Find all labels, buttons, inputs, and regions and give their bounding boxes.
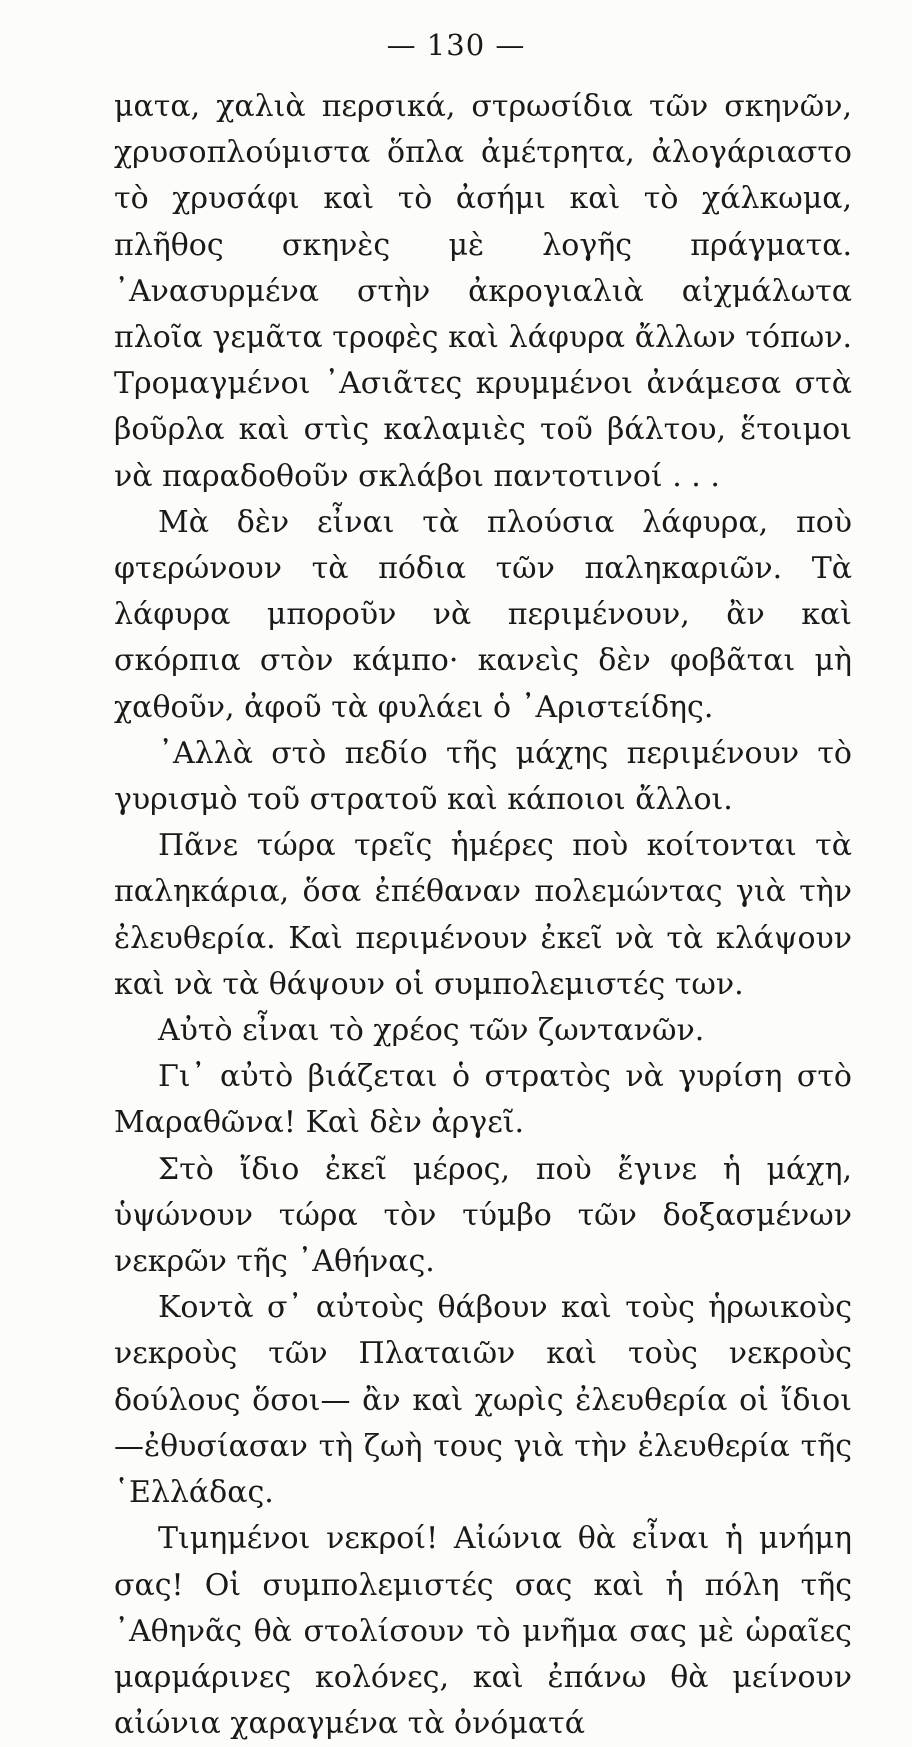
body-text [114, 84, 852, 1747]
paragraph: Στὸ ἴδιο ἐκεῖ μέρος, ποὺ ἔγινε ἡ μάχη, ὑψώνουν τώρα τὸν τύμβο τῶν δοξασμένων νεκρῶν τῆς ᾿Αθήνας. [114, 1151, 852, 1280]
paragraph-continued: ματα, χαλιὰ περσικά, στρωσίδια τῶν σκηνῶν, χρυσοπλούμιστα ὅπλα ἀμέτρητα, ἀλογάριαστο τὸ χρυσάφι καὶ τὸ ἀσήμι καὶ τὸ χάλκωμα, πλῆθος σκηνὲς μὲ λογῆς πράγματα. ᾿Ανασυρμένα στὴν ἀκρογιαλιὰ αἰχμάλωτα πλοῖα γεμᾶτα τροφὲς καὶ λάφυρα ἄλλων τόπων. Τρομαγμένοι ᾿Ασιᾶτες κρυμμένοι ἀνάμεσα στὰ βοῦρλα καὶ στὶς καλαμιὲς τοῦ βάλτου, ἕτοιμοι νὰ παραδοθοῦν σκλάβοι παντοτινοί . . . [114, 89, 852, 494]
page-number: — 130 — [386, 28, 526, 62]
paragraph: Γι᾿ αὐτὸ βιάζεται ὁ στρατὸς νὰ γυρίση στὸ Μαραθῶνα! Καὶ δὲν ἀργεῖ. [114, 1059, 852, 1141]
paragraph: Πᾶνε τώρα τρεῖς ἡμέρες ποὺ κοίτονται τὰ παληκάρια, ὅσα ἐπέθαναν πολεμώντας γιὰ τὴν ἐλευθερία. Καὶ περιμένουν ἐκεῖ νὰ τὰ κλάψουν καὶ νὰ τὰ θάψουν οἱ συμπολεμιστές των. [114, 828, 852, 1002]
paragraph: Αὐτὸ εἶναι τὸ χρέος τῶν ζωντανῶν. [158, 1013, 705, 1049]
paragraph: Τιμημένοι νεκροί! Αἰώνια θὰ εἶναι ἡ μνήμη σας! Οἱ συμπολεμιστές σας καὶ ἡ πόλη τῆς ᾿Αθηνᾶς θὰ στολίσουν τὸ μνῆμα σας μὲ ὡραῖες μαρμάρινες κολόνες, καὶ ἐπάνω θὰ μείνουν αἰώνια χαραγμένα τὰ ὀνόματά [114, 1521, 852, 1742]
paragraph: Κοντὰ σ᾿ αὐτοὺς θάβουν καὶ τοὺς ἡρωικοὺς νεκροὺς τῶν Πλαταιῶν καὶ τοὺς νεκροὺς δούλους ὅσοι— ἂν καὶ χωρὶς ἐλευθερία οἱ ἴδιοι—ἐθυσίασαν τὴ ζωὴ τους γιὰ τὴν ἐλευθερία τῆς ῾Ελλάδας. [114, 1290, 852, 1511]
paragraph: ᾿Αλλὰ στὸ πεδίο τῆς μάχης περιμένουν τὸ γυρισμὸ τοῦ στρατοῦ καὶ κάποιοι ἄλλοι. [114, 735, 852, 818]
paragraph: Μὰ δὲν εἶναι τὰ πλούσια λάφυρα, ποὺ φτερώνουν τὰ πόδια τῶν παληκαριῶν. Τὰ λάφυρα μποροῦν νὰ περιμένουν, ἂν καὶ σκόρπια στὸν κάμπο· κανεὶς δὲν φοβᾶται μὴ χαθοῦν, ἀφοῦ τὰ φυλάει ὁ ᾿Αριστείδης. [114, 504, 852, 725]
